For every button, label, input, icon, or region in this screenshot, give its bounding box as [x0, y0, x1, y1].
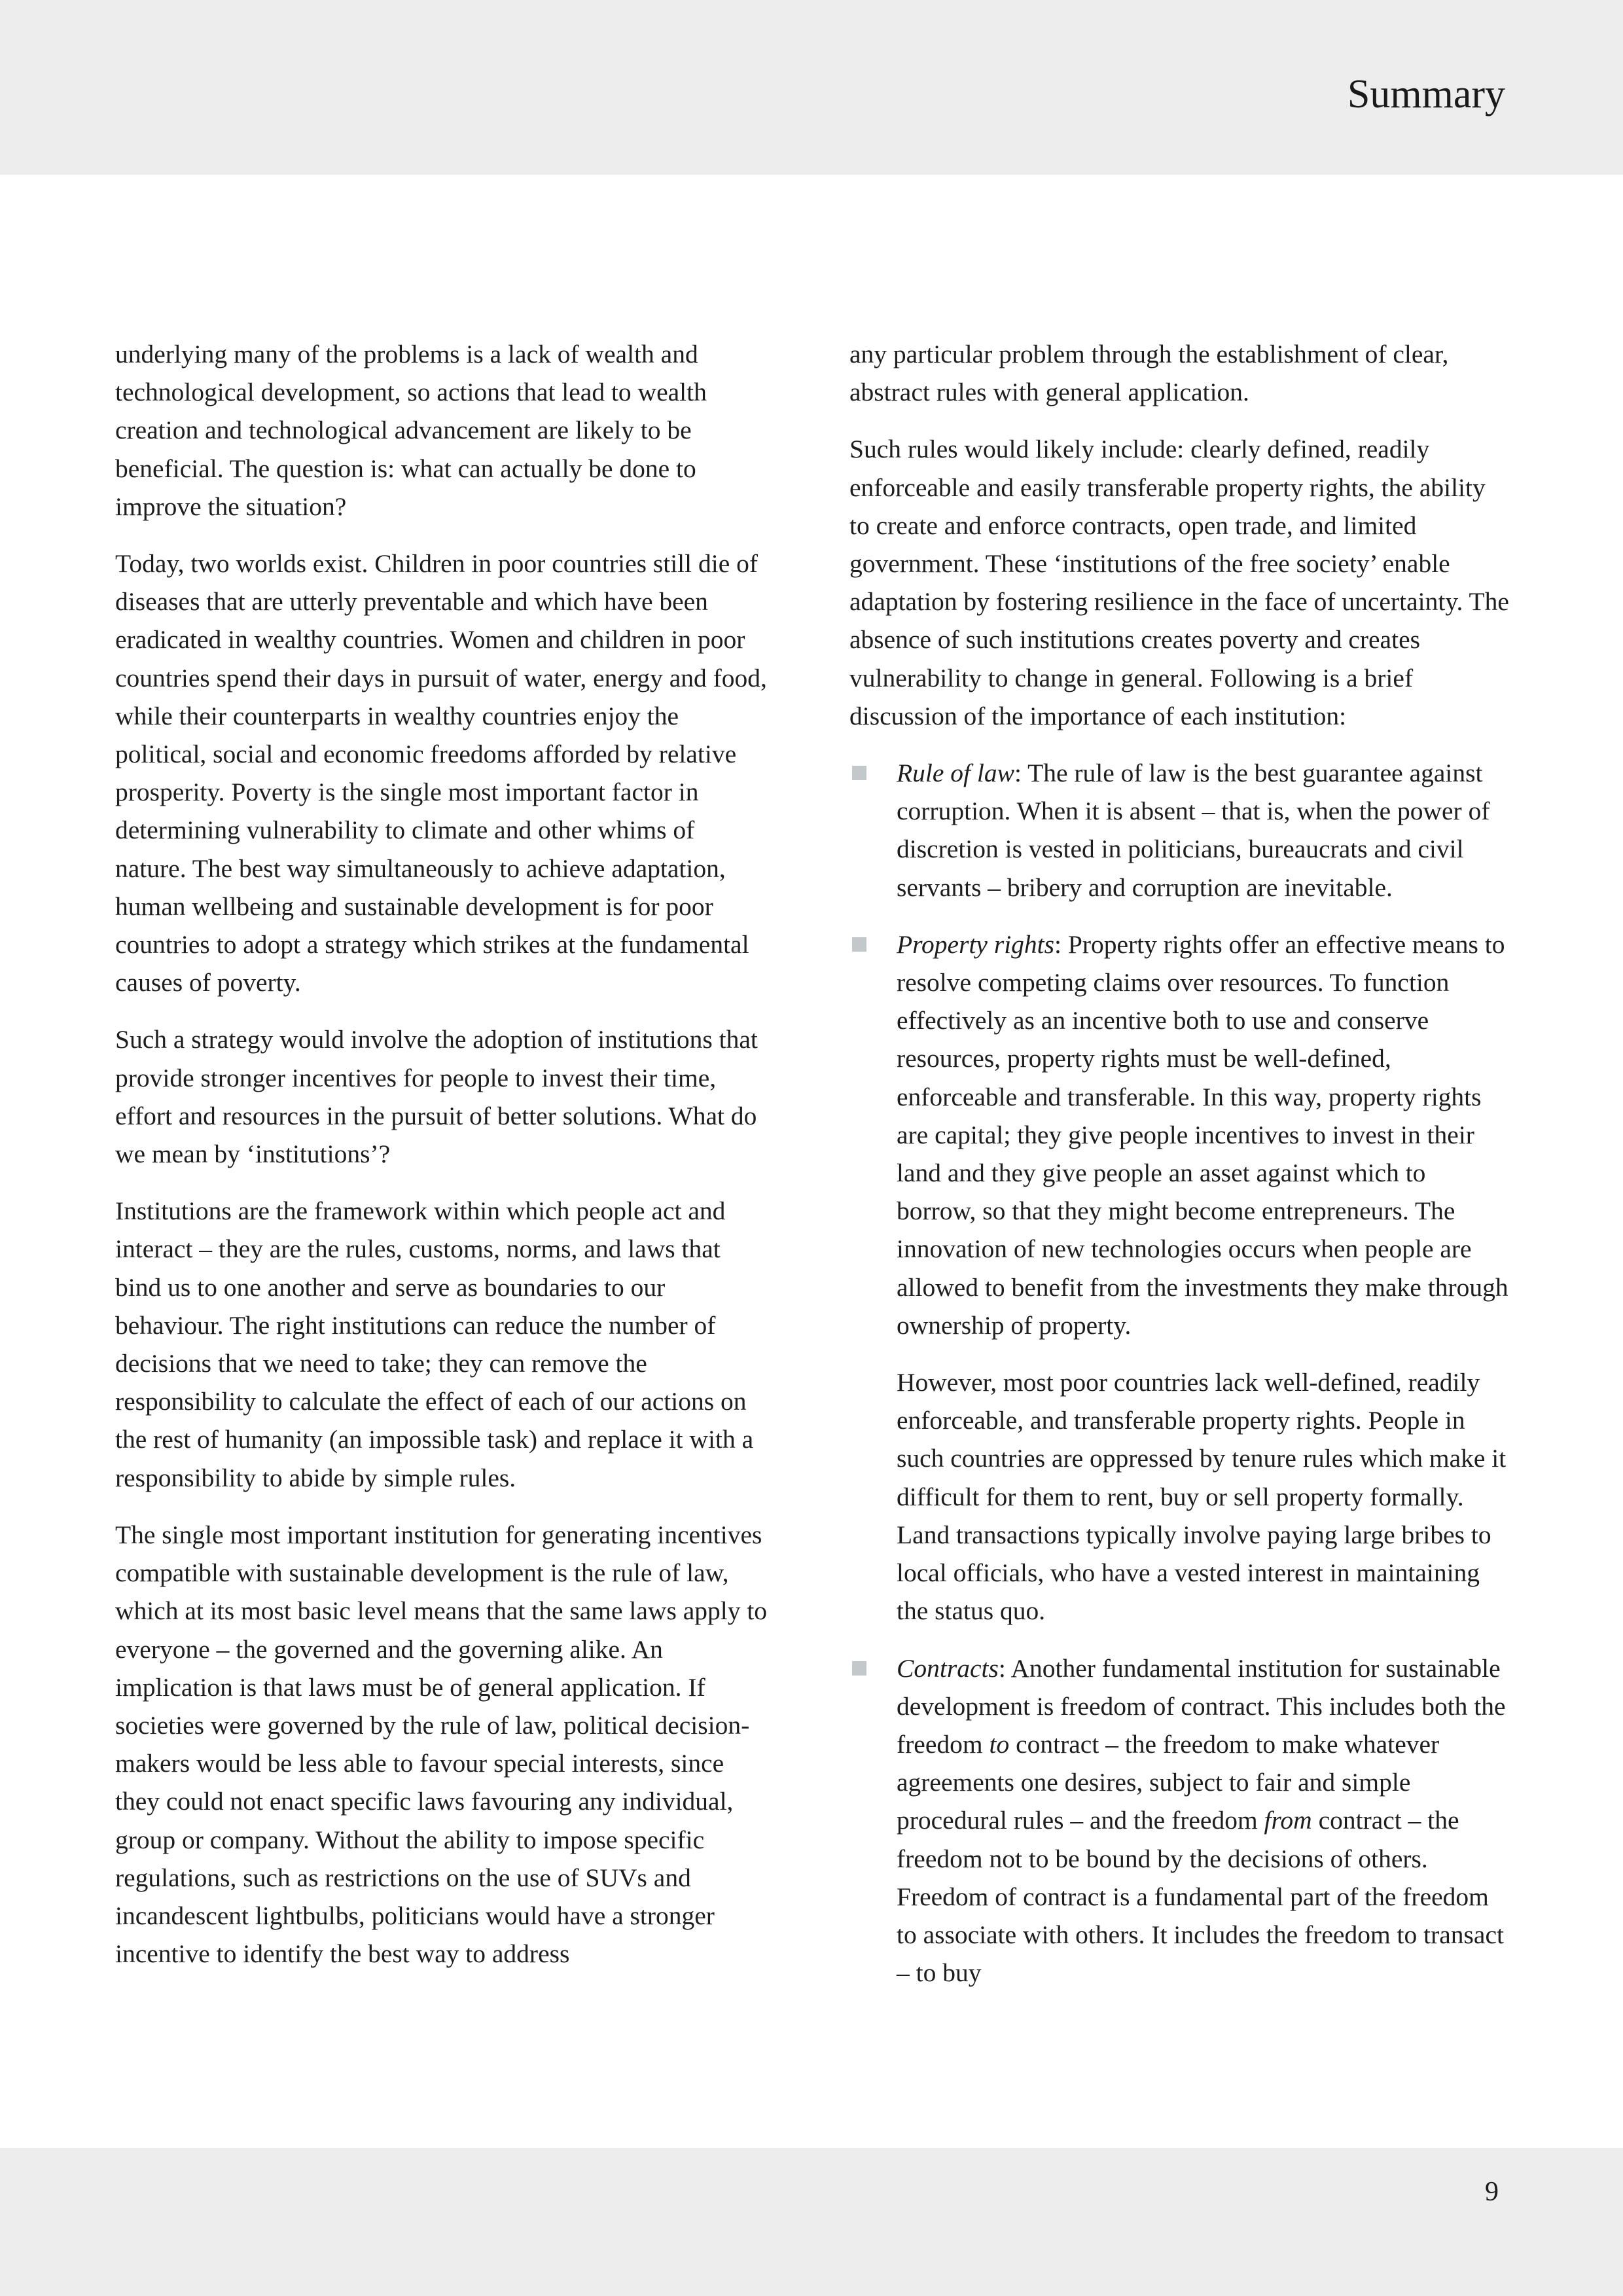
square-bullet-icon	[852, 1661, 866, 1676]
bullet-continuation: However, most poor countries lack well-defined, readily enforceable, and transferable property rights. People in such countries are oppressed by tenure rules which make it difficult for them to rent, buy or sell property formally. Land transactions typically involve paying large bribes to local officials, who have a vested interest in maintaining the status quo.	[897, 1368, 1507, 1626]
page-title: Summary	[1347, 72, 1505, 117]
square-bullet-icon	[852, 937, 866, 952]
bullet-contracts	[849, 1649, 1510, 1992]
bullet-property-rights	[849, 925, 1510, 1344]
bullet-text: contract – the freedom to make whatever agreements one desires, subject to fair and simple procedural rules – and the freedom	[897, 1729, 1440, 1835]
header-band	[0, 0, 1623, 175]
bullet-text: contract – the freedom not to be bound by the decisions of others. Freedom of contract is a fundamental part of the freedom to associate with others. It includes the freedom to transact – to buy	[897, 1806, 1504, 1988]
bullet-term: Property rights	[897, 929, 1055, 959]
paragraph: Institutions are the framework within which people act and interact – they are the rules, customs, norms, and laws that bind us to one another and serve as boundaries to our behaviour. The right institutions can reduce the number of decisions that we need to take; they can remove the responsibility to calculate the effect of each of our actions on the rest of humanity (an impossible task) and replace it with a responsibility to abide by simple rules.	[115, 1196, 754, 1492]
page-number: 9	[1485, 2177, 1499, 2207]
bullet-text: : The rule of law is the best guarantee against corruption. When it is absent – that is, when the power of discretion is vested in politicians, bureaucrats and civil servants – bribery and corruption are inevitable.	[897, 759, 1490, 902]
paragraph: underlying many of the problems is a lack of wealth and technological development, so actions that lead to wealth creation and technological advancement are likely to be beneficial. The question is: what can actually be done to improve the situation?	[115, 340, 707, 521]
left-column	[115, 335, 770, 1992]
emphasis: from	[1264, 1806, 1312, 1835]
paragraph: Today, two worlds exist. Children in poor countries still die of diseases that are utterly preventable and which have been eradicated in wealthy countries. Women and children in poor countries spend their days in pursuit of water, energy and food, while their counterparts in wealthy countries enjoy the political, social and economic freedoms afforded by relative prosperity. Poverty is the single most important factor in determining vulnerability to climate and other whims of nature. The best way simultaneously to achieve adaptation, human wellbeing and sustainable development is for poor countries to adopt a strategy which strikes at the fundamental causes of poverty.	[115, 549, 767, 997]
paragraph: Such rules would likely include: clearly defined, readily enforceable and easily transferable property rights, the ability to create and enforce contracts, open trade, and limited government. These ‘institutions of the free society’ enable adaptation by fostering resilience in the face of uncertainty. The absence of such institutions creates poverty and creates vulnerability to change in general. Following is a brief discussion of the importance of each institution:	[849, 435, 1509, 730]
bullet-term: Contracts	[897, 1653, 999, 1683]
emphasis: to	[989, 1729, 1010, 1759]
bullet-term: Rule of law	[897, 759, 1014, 788]
square-bullet-icon	[852, 766, 866, 780]
bullet-rule-of-law	[849, 754, 1510, 906]
bullet-text: : Property rights offer an effective means to resolve competing claims over resources. To function effectively as an incentive both to use and conserve resources, property rights must be well-defined, enforceable and transferable. In this way, property rights are capital; they give people incentives to invest in their land and they give people an asset against which to borrow, so that they might become entrepreneurs. The innovation of new technologies occurs when people are allowed to benefit from the investments they make through ownership of property.	[897, 929, 1508, 1340]
footer-band	[0, 2148, 1623, 2296]
right-column	[849, 335, 1510, 2011]
paragraph: Such a strategy would involve the adoption of institutions that provide stronger incentives for people to invest their time, effort and resources in the pursuit of better solutions. What do we mean by ‘institutions’?	[115, 1025, 758, 1169]
paragraph: any particular problem through the establishment of clear, abstract rules with general application.	[849, 340, 1449, 407]
paragraph: The single most important institution for generating incentives compatible with sustainable development is the rule of law, which at its most basic level means that the same laws apply to everyone – the governed and the governing alike. An implication is that laws must be of general application. If societies were governed by the rule of law, political decision-makers would be less able to favour special interests, since they could not enact specific laws favouring any individual, group or company. Without the ability to impose specific regulations, such as restrictions on the use of SUVs and incandescent lightbulbs, politicians would have a stronger incentive to identify the best way to address	[115, 1520, 768, 1969]
bullet-text: : Another fundamental institution for sustainable development is freedom of contract. This includes both the freedom	[897, 1653, 1506, 1759]
